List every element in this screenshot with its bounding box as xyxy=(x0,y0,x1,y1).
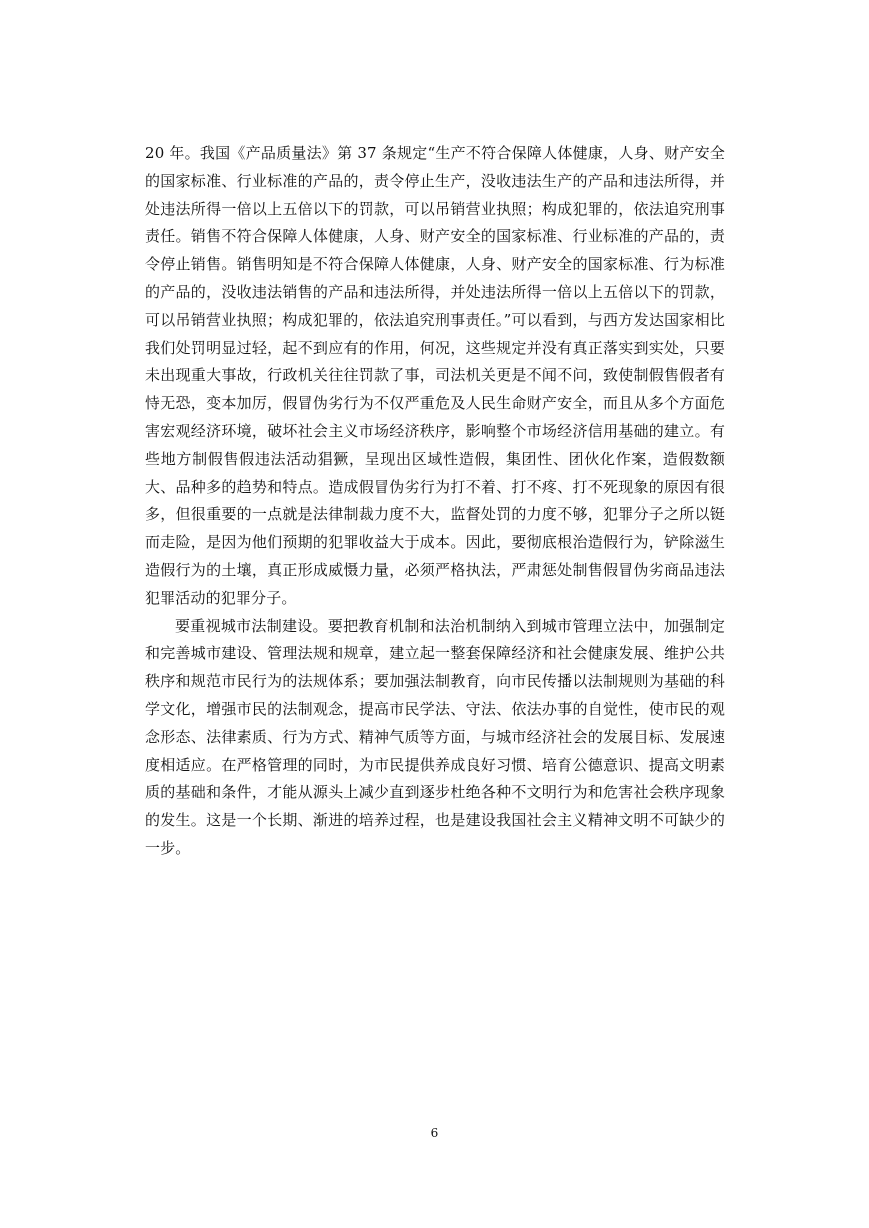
page-number: 6 xyxy=(430,1126,439,1140)
body-paragraph-1: 20 年。我国《产品质量法》第 37 条规定“生产不符合保障人体健康，人身、财产安全的国家标准、行业标准的产品的，责令停止生产，没收违法生产的产品和违法所得，并处违法所得一倍以上五倍以下的罚款，可以吊销营业执照；构成犯罪的，依法追究刑事责任。销售不符合保障人体健康，人身、财产安全的国家标准、行业标准的产品的，责令停止销售。销售明知是不符合保障人体健康，人身、财产安全的国家标准、行为标准的产品的，没收违法销售的产品和违法所得，并处违法所得一倍以上五倍以下的罚款，可以吊销营业执照；构成犯罪的，依法追究刑事责任。”可以看到，与西方发达国家相比我们处罚明显过轻，起不到应有的作用，何况，这些规定并没有真正落实到实处，只要未出现重大事故，行政机关往往罚款了事，司法机关更是不闻不问，致使制假售假者有恃无恐，变本加厉，假冒伪劣行为不仅严重危及人民生命财产安全，而且从多个方面危害宏观经济环境，破坏社会主义市场经济秩序，影响整个市场经济信用基础的建立。有些地方制假售假违法活动猖獗，呈现出区域性造假，集团性、团伙化作案，造假数额大、品种多的趋势和特点。造成假冒伪劣行为打不着、打不疼、打不死现象的原因有很多，但很重要的一点就是法律制裁力度不大，监督处罚的力度不够，犯罪分子之所以铤而走险，是因为他们预期的犯罪收益大于成本。因此，要彻底根治造假行为，铲除滋生造假行为的土壤，真正形成威慑力量，必须严格执法，严肃惩处制售假冒伪劣商品违法犯罪活动的犯罪分子。 xyxy=(145,144,725,607)
document-body xyxy=(145,140,725,863)
body-paragraph-2: 要重视城市法制建设。要把教育机制和法治机制纳入到城市管理立法中，加强制定和完善城市建设、管理法规和规章，建立起一整套保障经济和社会健康发展、维护公共秩序和规范市民行为的法规体系；要加强法制教育，向市民传播以法制规则为基础的科学文化，增强市民的法制观念，提高市民学法、守法、依法办事的自觉性，使市民的观念形态、法律素质、行为方式、精神气质等方面，与城市经济社会的发展目标、发展速度相适应。在严格管理的同时，为市民提供养成良好习惯、培育公德意识、提高文明素质的基础和条件，才能从源头上减少直到逐步杜绝各种不文明行为和危害社会秩序现象的发生。这是一个长期、渐进的培养过程，也是建设我国社会主义精神文明不可缺少的一步。 xyxy=(145,616,725,857)
